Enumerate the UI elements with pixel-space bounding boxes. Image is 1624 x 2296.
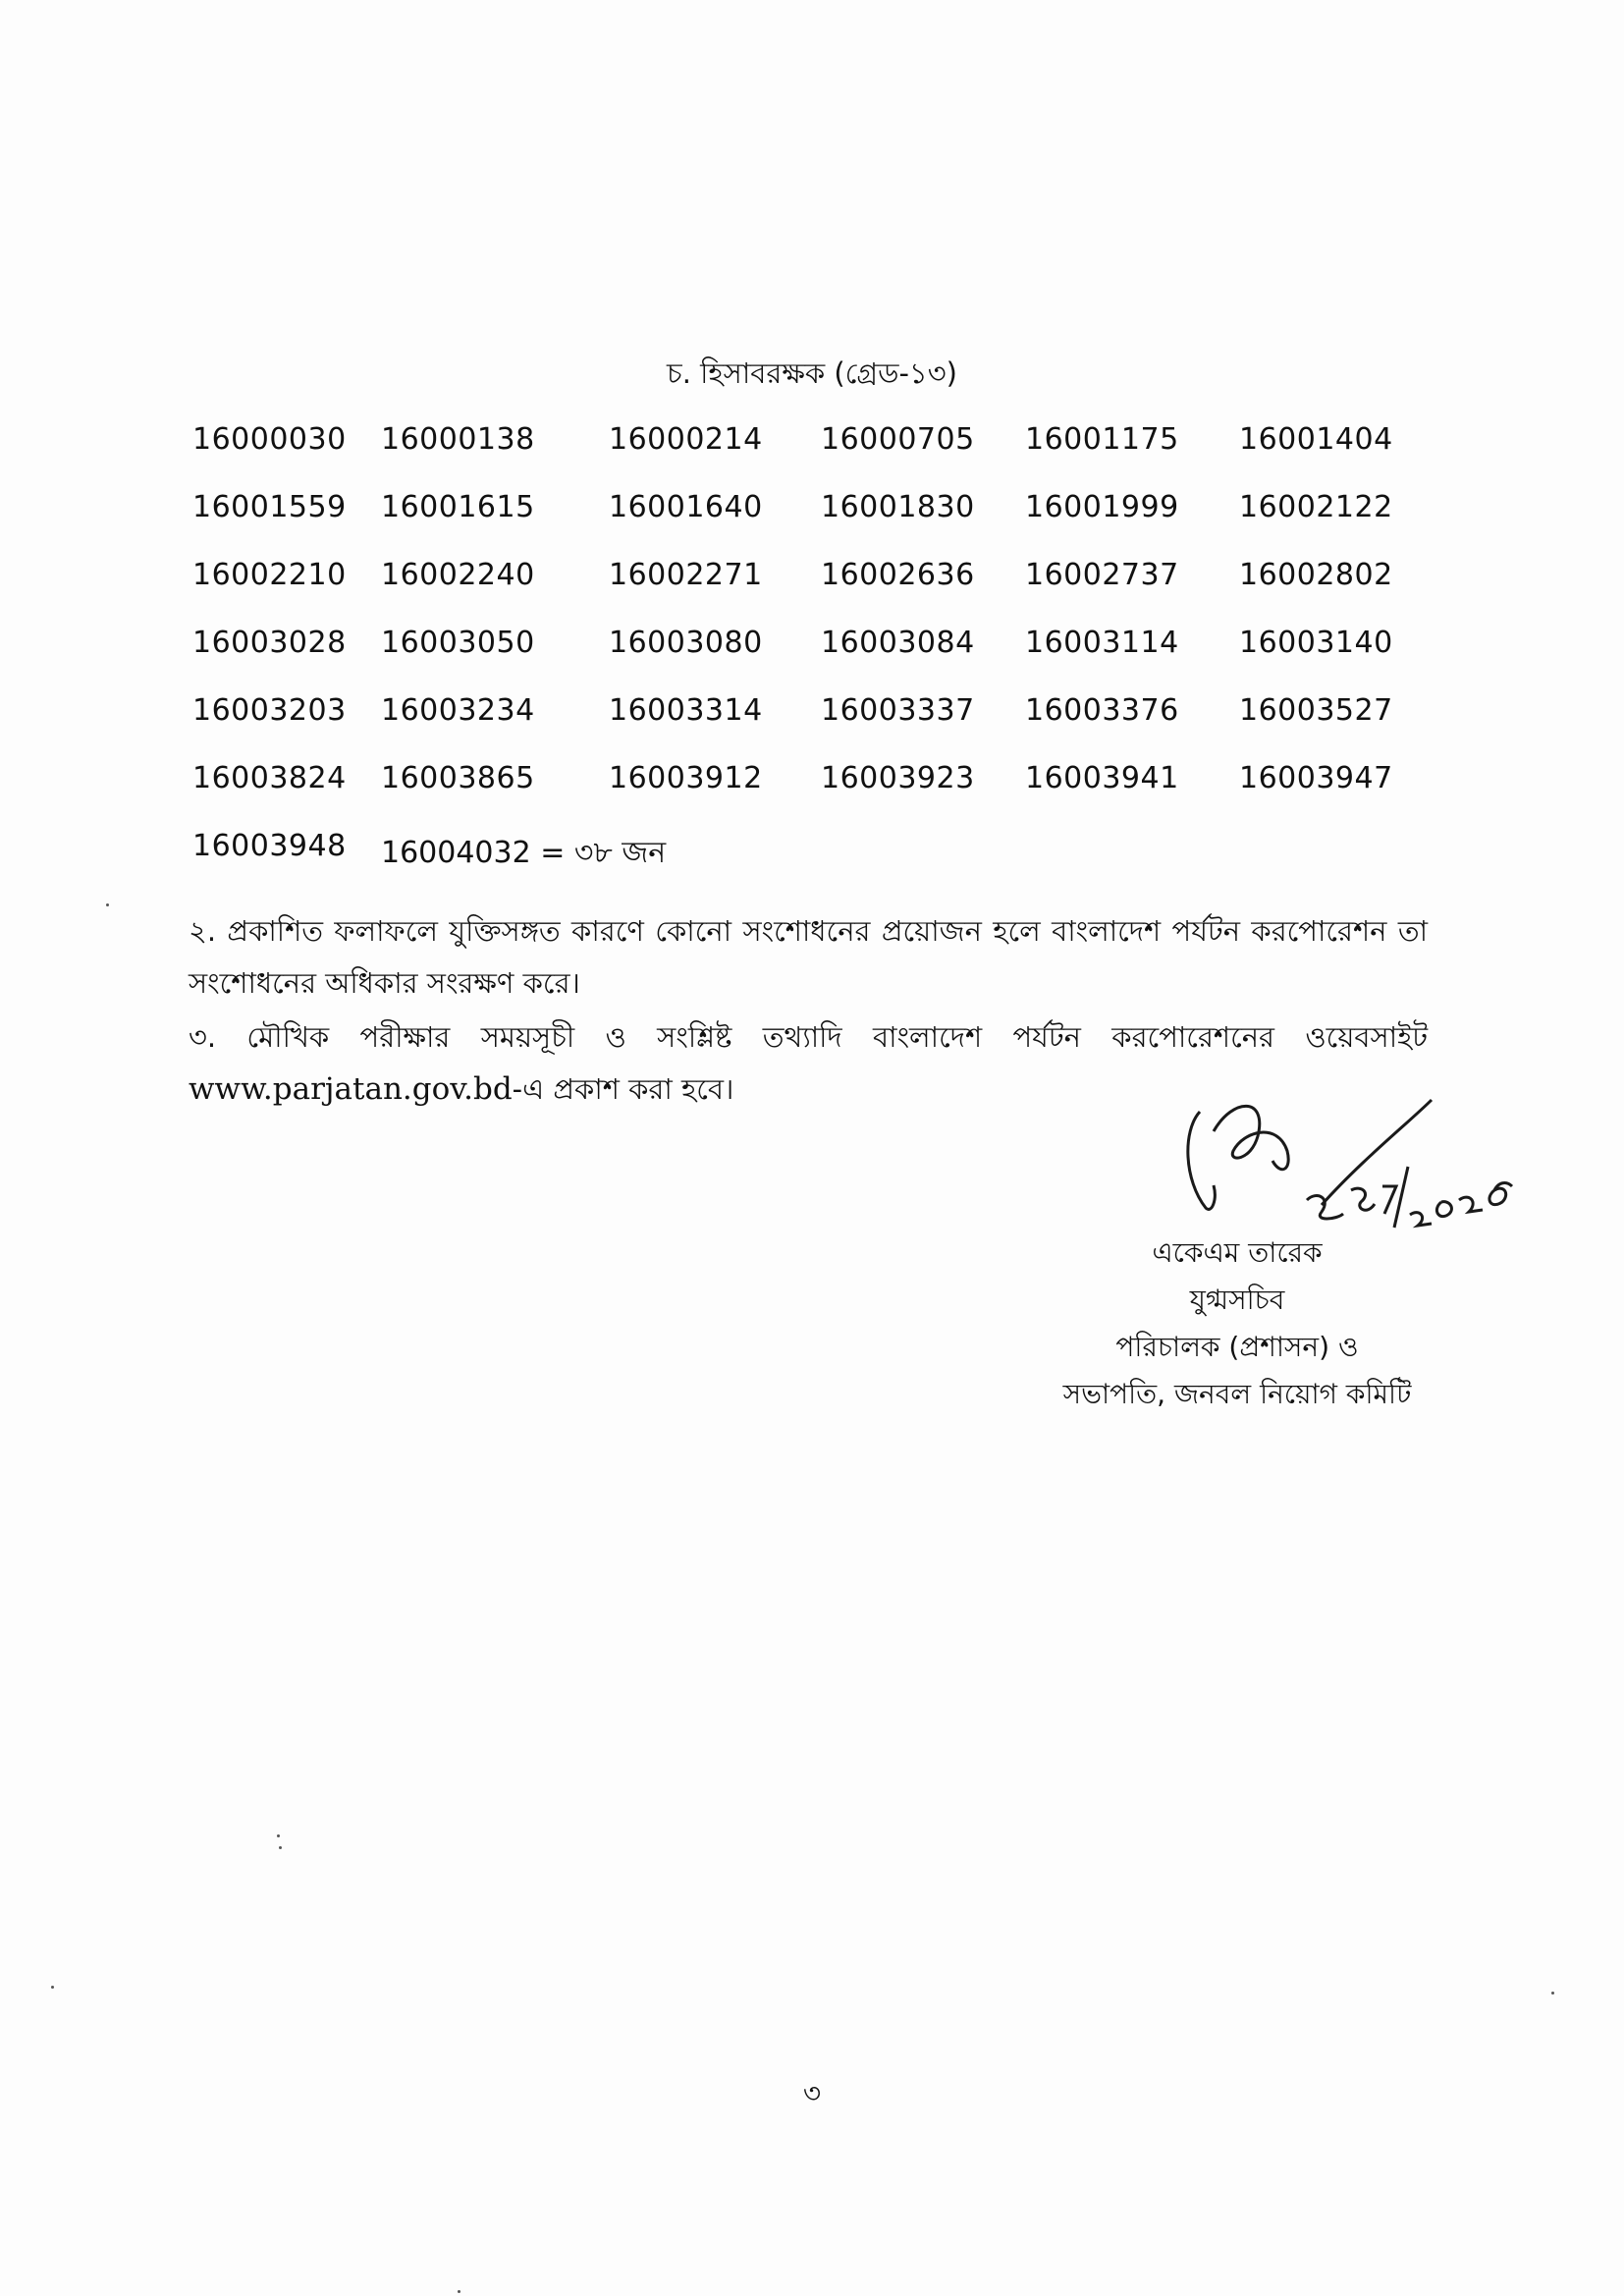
scan-speck xyxy=(277,1834,280,1837)
scan-speck xyxy=(279,1846,282,1849)
roll-number: 16002240 xyxy=(381,558,535,592)
scan-speck xyxy=(1551,1992,1554,1995)
roll-row xyxy=(192,490,1393,558)
signature-block xyxy=(992,1230,1483,1418)
roll-number: 16003203 xyxy=(192,693,347,728)
roll-number: 16000138 xyxy=(381,422,535,457)
scan-speck xyxy=(51,1986,54,1989)
roll-number: 16001559 xyxy=(192,490,347,524)
signatory-role: পরিচালক (প্রশাসন) ও xyxy=(1115,1331,1359,1363)
roll-number: 16003028 xyxy=(192,626,347,660)
roll-row xyxy=(192,761,1393,829)
roll-number: 16003084 xyxy=(821,626,975,660)
roll-number: 16002271 xyxy=(609,558,763,592)
roll-number: 16003234 xyxy=(381,693,535,728)
roll-number: 16002122 xyxy=(1239,490,1393,524)
scan-speck xyxy=(458,2290,460,2293)
roll-row xyxy=(192,558,1393,626)
roll-row xyxy=(192,626,1393,693)
roll-number: 16003337 xyxy=(821,693,975,728)
roll-row-last xyxy=(192,829,1390,897)
roll-number: 16001640 xyxy=(609,490,763,524)
note-paragraph-3-text: ৩. মৌখিক পরীক্ষার সময়সূচী ও সংশ্লিষ্ট তথ্যাদি বাংলাদেশ পর্যটন করপোরেশনের ওয়েবসাইট xyxy=(189,1020,1428,1054)
roll-number: 16003865 xyxy=(381,761,535,795)
roll-number-with-total: 16004032 = ৩৮ জন xyxy=(381,836,667,870)
section-title: চ. হিসাবরক্ষক (গ্রেড-১৩) xyxy=(667,356,957,390)
roll-number: 16003080 xyxy=(609,626,763,660)
roll-number: 16003948 xyxy=(192,829,347,863)
note-paragraph-2: ২. প্রকাশিত ফলাফলে যুক্তিসঙ্গত কারণে কোনো সংশোধনের প্রয়োজন হলে বাংলাদেশ পর্যটন করপোরেশন তা সংশোধনের অধিকার সংরক্ষণ করে। xyxy=(189,914,1428,1000)
roll-number: 16003050 xyxy=(381,626,535,660)
roll-number: 16000030 xyxy=(192,422,347,457)
website-url: www.parjatan.gov.bd xyxy=(189,1071,513,1107)
roll-number: 16002210 xyxy=(192,558,347,592)
scan-speck xyxy=(106,903,109,906)
roll-number: 16003941 xyxy=(1025,761,1179,795)
roll-row xyxy=(192,422,1393,490)
signatory-name: একেএম তারেক xyxy=(1152,1236,1323,1269)
roll-number: 16003824 xyxy=(192,761,347,795)
roll-number: 16003527 xyxy=(1239,693,1393,728)
roll-number: 16003376 xyxy=(1025,693,1179,728)
roll-number: 16001175 xyxy=(1025,422,1179,457)
roll-number: 16002802 xyxy=(1239,558,1393,592)
roll-number: 16002636 xyxy=(821,558,975,592)
roll-number: 16003140 xyxy=(1239,626,1393,660)
page-number: ৩ xyxy=(802,2077,822,2109)
signatory-designation: যুগ্মসচিব xyxy=(1189,1284,1285,1316)
roll-number: 16002737 xyxy=(1025,558,1179,592)
roll-number: 16003947 xyxy=(1239,761,1393,795)
handwritten-signature xyxy=(1174,1092,1547,1239)
roll-number: 16001999 xyxy=(1025,490,1179,524)
roll-number: 16000214 xyxy=(609,422,763,457)
roll-number-grid xyxy=(192,422,1393,897)
roll-number: 16003314 xyxy=(609,693,763,728)
roll-number: 16001404 xyxy=(1239,422,1393,457)
roll-number: 16003912 xyxy=(609,761,763,795)
roll-number: 16003923 xyxy=(821,761,975,795)
roll-row xyxy=(192,693,1393,761)
note-paragraph-3-suffix: -এ প্রকাশ করা হবে। xyxy=(512,1072,734,1106)
roll-number: 16001830 xyxy=(821,490,975,524)
roll-number: 16001615 xyxy=(381,490,535,524)
roll-number: 16003114 xyxy=(1025,626,1179,660)
roll-number: 16000705 xyxy=(821,422,975,457)
signatory-committee: সভাপতি, জনবল নিয়োগ কমিটি xyxy=(1062,1378,1412,1410)
